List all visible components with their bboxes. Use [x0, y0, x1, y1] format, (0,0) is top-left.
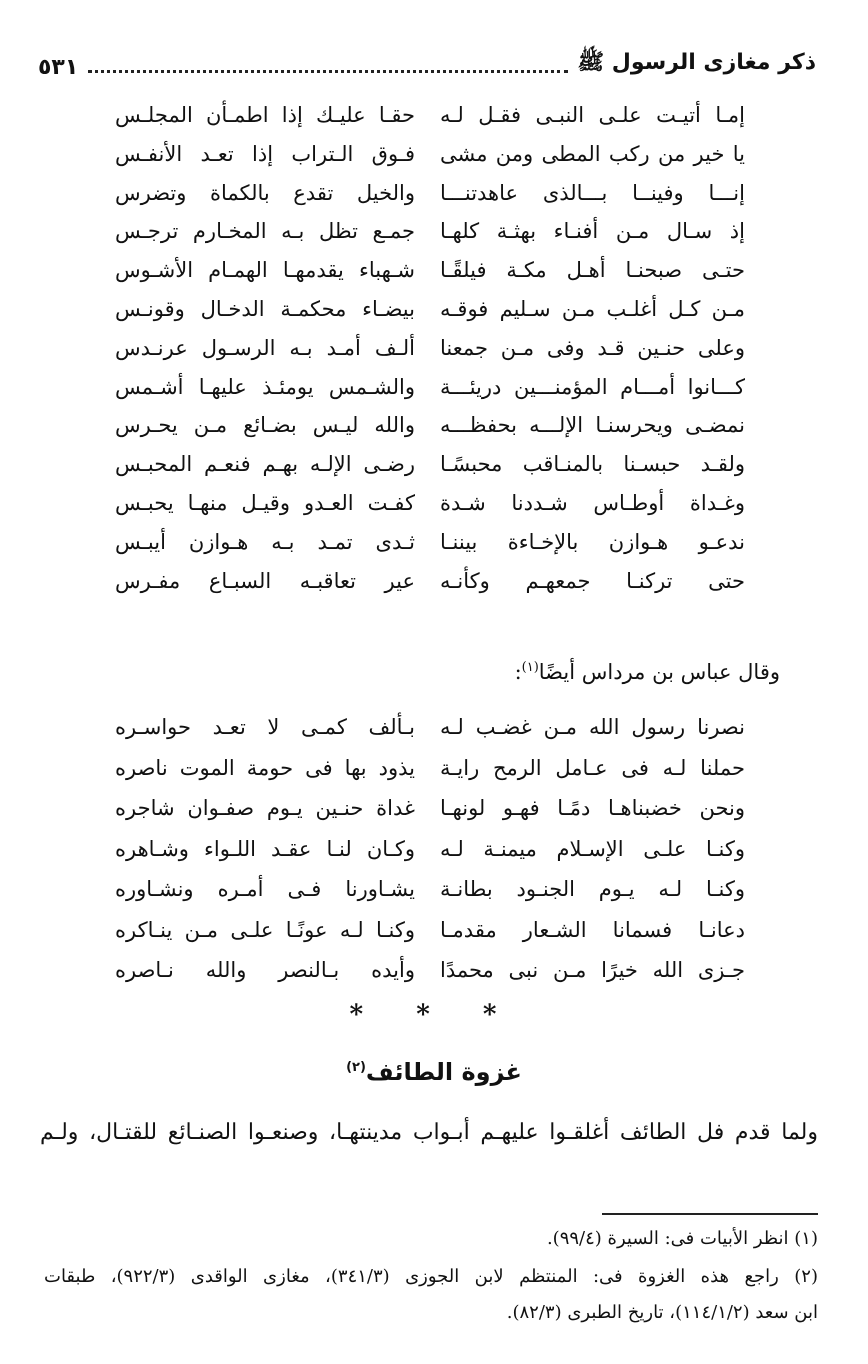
verse-second-hemistich: كفـت العـدو وقيـل منهـا يحبـس	[115, 491, 415, 515]
intro-text: وقال عباس بن مرداس أيضًا	[538, 660, 780, 684]
verse-first-hemistich: نصرنا رسول الله مـن غضـب لـه	[440, 715, 745, 739]
verse-second-hemistich: وأيده بـالنصر والله نـاصره	[115, 958, 415, 982]
header-dot-leader	[88, 70, 567, 73]
verse-first-hemistich: إمـا أتيـت علـى النبـى فقـل لـه	[440, 103, 745, 127]
verse-second-hemistich: جمـع تظل بـه المخـارم ترجـس	[115, 219, 415, 244]
verse-first-hemistich: مـن كـل أغلـب مـن سـليم فوقـه	[440, 297, 745, 321]
footnote-2-line-1: (٢) راجع هذه الغزوة فى: المنتظم لابن الجوزى (٣٤١/٣)، مغازى الواقدى (٩٢٢/٣)، طبقات	[44, 1266, 818, 1287]
page-number: ٥٣١	[38, 55, 79, 80]
verse-second-hemistich: والله ليـس بضـائع مـن يحـرس	[115, 413, 415, 438]
verse-second-hemistich: رضـى الإلـه بهـم فنعـم المحبـس	[115, 452, 415, 477]
verse-second-hemistich: يشـاورنا فـى أمـره ونشـاوره	[115, 877, 415, 901]
verse-second-hemistich: حقـا عليـك إذا اطمـأن المجلـس	[115, 103, 415, 127]
verse-second-hemistich: ألـف أمـد بـه الرسـول عرنـدس	[115, 335, 415, 360]
running-header	[38, 46, 816, 80]
verse-first-hemistich: وعلى حنـين قـد وفى مـن جمعنا	[440, 335, 745, 360]
verse-second-hemistich: بـألف كمـى لا تعـد حواسـره	[115, 715, 415, 739]
verse-first-hemistich: نمضـى ويحرسنـا الإلـــه بحفظـــه	[440, 413, 745, 438]
verse-first-hemistich: وغـداة أوطـاس شـددنا شـدة	[440, 491, 745, 515]
section-separator-stars: * * *	[349, 1000, 519, 1030]
verse-second-hemistich: ثـدى تمـد بـه هـوازن أيبـس	[115, 529, 415, 554]
footnote-1: (١) انظر الأبيات فى: السيرة (٩٩/٤).	[546, 1228, 818, 1249]
verse-first-hemistich: حتى تركنـا جمعهـم وكأنـه	[440, 568, 745, 593]
verse-first-hemistich: كـــانوا أمـــام المؤمنـــين دريئـــة	[440, 374, 745, 399]
footnote-separator-line	[602, 1213, 818, 1215]
body-paragraph: ولما قدم فل الطائف أغلقـوا عليهـم أبـواب مدينتهـا، وصنعـوا الصنـائع للقتـال، ولـم	[40, 1120, 818, 1145]
verse-second-hemistich: والخيل تقدع بالكماة وتضرس	[115, 180, 415, 205]
verse-first-hemistich: ندعـو هـوازن بالإخـاءة بيننـا	[440, 529, 745, 554]
verse-second-hemistich: وكنـا لـه عونًـا علـى مـن ينـاكره	[115, 917, 415, 942]
verse-first-hemistich: دعانـا فسمانا الشـعار مقدمـا	[440, 917, 745, 942]
section-title-text: غزوة الطائف	[365, 1058, 522, 1086]
verse-first-hemistich: إنـــا وفينــا بـــالذى عاهدتنـــا	[440, 180, 745, 205]
verse-first-hemistich: وكنـا علـى الإسـلام ميمنـة لـه	[440, 836, 745, 861]
intro-colon: :	[514, 660, 522, 684]
verse-second-hemistich: والشـمس يومئـذ عليهـا أشـمس	[115, 374, 415, 399]
verse-first-hemistich: جـزى الله خيرًا مـن نبى محمدًا	[440, 958, 745, 982]
section-heading	[0, 1058, 868, 1086]
verse-second-hemistich: فـوق الـتراب إذا تعـد الأنفـس	[115, 141, 415, 166]
verse-second-hemistich: شـهباء يقدمهـا الهمـام الأشـوس	[115, 258, 415, 283]
verse-first-hemistich: يا خير من ركب المطى ومن مشى	[440, 141, 745, 166]
verse-first-hemistich: ولقـد حبسـنا بالمنـاقب محبسًـا	[440, 452, 745, 477]
verse-first-hemistich: إذ سـال مـن أفنـاء بهثـة كلهـا	[440, 219, 745, 244]
verse-first-hemistich: ونحن خضبناهـا دمًـا فهـو لونهـا	[440, 796, 745, 820]
verse-second-hemistich: بيضـاء محكمـة الدخـال وقونـس	[115, 297, 415, 321]
footnote-ref-2: (٢)	[346, 1060, 366, 1075]
verse-second-hemistich: غداة حنـين يـوم صفـوان شاجره	[115, 796, 415, 820]
verse-second-hemistich: وكـان لنـا عقـد اللـواء وشـاهره	[115, 836, 415, 861]
verse-first-hemistich: وكنـا لـه يـوم الجنـود بطانـة	[440, 877, 745, 901]
footnote-ref-1: (١)	[521, 660, 539, 675]
header-title: ذكر مغازى الرسول ﷺ	[577, 50, 816, 75]
verse-first-hemistich: حتـى صبحنـا أهـل مكـة فيلقًـا	[440, 258, 745, 283]
poem-intro-line	[300, 660, 780, 684]
verse-second-hemistich: يذود بها فى حومة الموت ناصره	[115, 755, 415, 780]
verse-first-hemistich: حملنا لـه فى عـامل الرمح رايـة	[440, 755, 745, 780]
footnote-2-line-2: ابن سعد (١١٤/١/٢)، تاريخ الطبرى (٨٢/٣).	[506, 1302, 818, 1323]
verse-second-hemistich: عير تعاقبـه السبـاع مفـرس	[115, 568, 415, 593]
